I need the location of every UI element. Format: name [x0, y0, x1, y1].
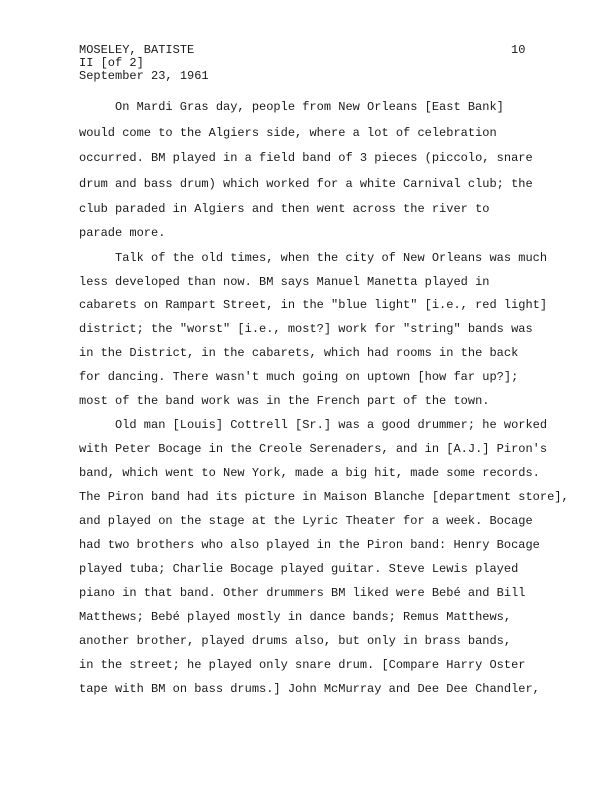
text-line: Talk of the old times, when the city of New Orleans was much: [115, 251, 548, 265]
text-line: parade more.: [79, 226, 166, 240]
text-line: occurred. BM played in a field band of 3 pieces (piccolo, snare: [79, 151, 533, 165]
text-line: another brother, played drums also, but only in brass bands,: [79, 634, 512, 648]
interviewee-name: MOSELEY, BATISTE: [79, 43, 195, 57]
text-line: had two brothers who also played in the Piron band: Henry Bocage: [79, 538, 540, 552]
text-line: in the District, in the cabarets, which had rooms in the back: [79, 346, 519, 360]
text-line: The Piron band had its picture in Maison Blanche [department store],: [79, 490, 569, 504]
interview-date: September 23, 1961: [79, 69, 209, 83]
reel-label: II [of 2]: [79, 56, 144, 70]
text-line: most of the band work was in the French part of the town.: [79, 394, 490, 408]
text-line: for dancing. There wasn't much going on uptown [how far up?];: [79, 370, 519, 384]
text-line: in the street; he played only snare drum. [Compare Harry Oster: [79, 658, 526, 672]
page-number: 10: [511, 43, 526, 57]
text-line: would come to the Algiers side, where a lot of celebration: [79, 126, 497, 140]
text-line: club paraded in Algiers and then went across the river to: [79, 202, 490, 216]
text-line: tape with BM on bass drums.] John McMurray and Dee Dee Chandler,: [79, 682, 540, 696]
text-line: and played on the stage at the Lyric Theater for a week. Bocage: [79, 514, 533, 528]
text-line: band, which went to New York, made a big hit, made some records.: [79, 466, 540, 480]
text-line: with Peter Bocage in the Creole Serenaders, and in [A.J.] Piron's: [79, 442, 548, 456]
text-line: cabarets on Rampart Street, in the "blue light" [i.e., red light]: [79, 298, 548, 312]
text-line: played tuba; Charlie Bocage played guitar. Steve Lewis played: [79, 562, 519, 576]
text-line: district; the "worst" [i.e., most?] work for "string" bands was: [79, 322, 533, 336]
text-line: less developed than now. BM says Manuel Manetta played in: [79, 275, 490, 289]
text-line: Old man [Louis] Cottrell [Sr.] was a good drummer; he worked: [115, 418, 548, 432]
text-line: drum and bass drum) which worked for a white Carnival club; the: [79, 177, 533, 191]
text-line: piano in that band. Other drummers BM liked were Bebé and Bill: [79, 586, 526, 600]
text-line: On Mardi Gras day, people from New Orleans [East Bank]: [115, 100, 504, 114]
text-line: Matthews; Bebé played mostly in dance bands; Remus Matthews,: [79, 610, 512, 624]
